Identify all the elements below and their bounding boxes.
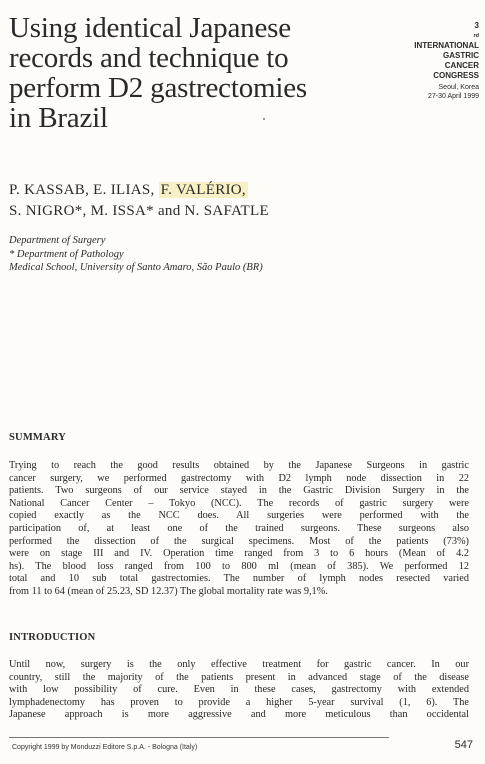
- text-line: National Cancer Center – Tokyo (NCC). The records of gastric surgery were: [9, 497, 469, 509]
- affiliation-line: Department of Surgery: [9, 235, 106, 246]
- copyright-notice: Copyright 1999 by Monduzzi Editore S.p.A. - Bologna (Italy): [12, 744, 198, 751]
- title-line: perform D2 gastrectomies: [9, 72, 307, 104]
- text-line: patients. Two surgeons of our service stayed in the Gastric Division Surgery in the: [9, 485, 469, 497]
- introduction-heading: INTRODUCTION: [9, 632, 96, 643]
- introduction-paragraph: [9, 659, 469, 722]
- congress-name-line: CONGRESS: [433, 71, 479, 80]
- text-line: Japanese approach is more aggressive and more meticulous than occidental: [9, 709, 469, 721]
- text-line: Trying to reach the good results obtained by the Japanese Surgeons in gastric: [9, 460, 469, 471]
- summary-heading: SUMMARY: [9, 432, 67, 443]
- text-line: total and 10 sub total gastrectomies. The number of lymph nodes resected varied: [9, 573, 469, 585]
- highlighted-author: F. VALÉRIO,: [160, 182, 246, 198]
- text-line: copied exactly as the NCC does. All surgeries were performed with the: [9, 510, 469, 522]
- text-line: Until now, surgery is the only effective treatment for gastric cancer. In our: [9, 659, 469, 670]
- congress-ordinal: 3: [474, 21, 479, 30]
- congress-venue: [379, 84, 479, 101]
- congress-place: Seoul, Korea: [438, 84, 479, 91]
- text-line: hs). The blood loss ranged from 100 to 800 ml (mean of 385). We performed 12: [9, 560, 469, 572]
- text-line: performed the dissection of the surgical specimens. Most of the patients (73%): [9, 535, 469, 547]
- congress-label: [379, 21, 479, 101]
- text-line: were on stage III and IV. Operation time ranged from 3 to 6 hours (Mean of 4.2: [9, 548, 469, 560]
- authors-line: S. NIGRO*, M. ISSA* and N. SAFATLE: [9, 203, 269, 219]
- text-line: with low possibility of cure. Even in these cases, gastrectomy with extended: [9, 684, 469, 696]
- author-list: [9, 180, 409, 222]
- title-line: Using identical Japanese: [9, 12, 291, 44]
- footer-divider: [9, 737, 389, 738]
- summary-paragraph: [9, 460, 469, 599]
- congress-dates: 27-30 April 1999: [428, 92, 479, 100]
- title-line: records and technique to: [9, 42, 289, 74]
- congress-name-line: GASTRIC: [443, 51, 479, 60]
- affiliation-line: Medical School, University of Santo Amaro, São Paulo (BR): [9, 262, 263, 273]
- affiliation: [9, 234, 409, 275]
- title-line: in Brazil: [9, 102, 108, 134]
- text-line: lymphadenectomy has proven to provide a higher 5-year survival (1, 6). The: [9, 696, 469, 708]
- text-line: cancer surgery, we performed gastrectomy with D2 lymph node dissection in 22: [9, 472, 469, 484]
- affiliation-line: * Department of Pathology: [9, 248, 124, 260]
- authors-line: P. KASSAB, E. ILIAS,: [9, 182, 159, 198]
- print-speck: [263, 118, 265, 120]
- text-line: from 11 to 64 (mean of 25.23, SD 12.37) The global mortality rate was 9,1%.: [9, 585, 328, 597]
- congress-ordinal-suffix: rd: [473, 33, 479, 39]
- text-line: country, still the majority of the patients present in advanced stage of the disease: [9, 671, 469, 683]
- congress-name-line: INTERNATIONAL: [414, 41, 479, 50]
- page-number: 547: [454, 739, 473, 751]
- congress-name-line: CANCER: [444, 61, 479, 70]
- text-line: participation of, at least one of the trained surgeons. These surgeons also: [9, 522, 469, 534]
- congress-name: [379, 21, 479, 81]
- paper-title: [9, 13, 389, 133]
